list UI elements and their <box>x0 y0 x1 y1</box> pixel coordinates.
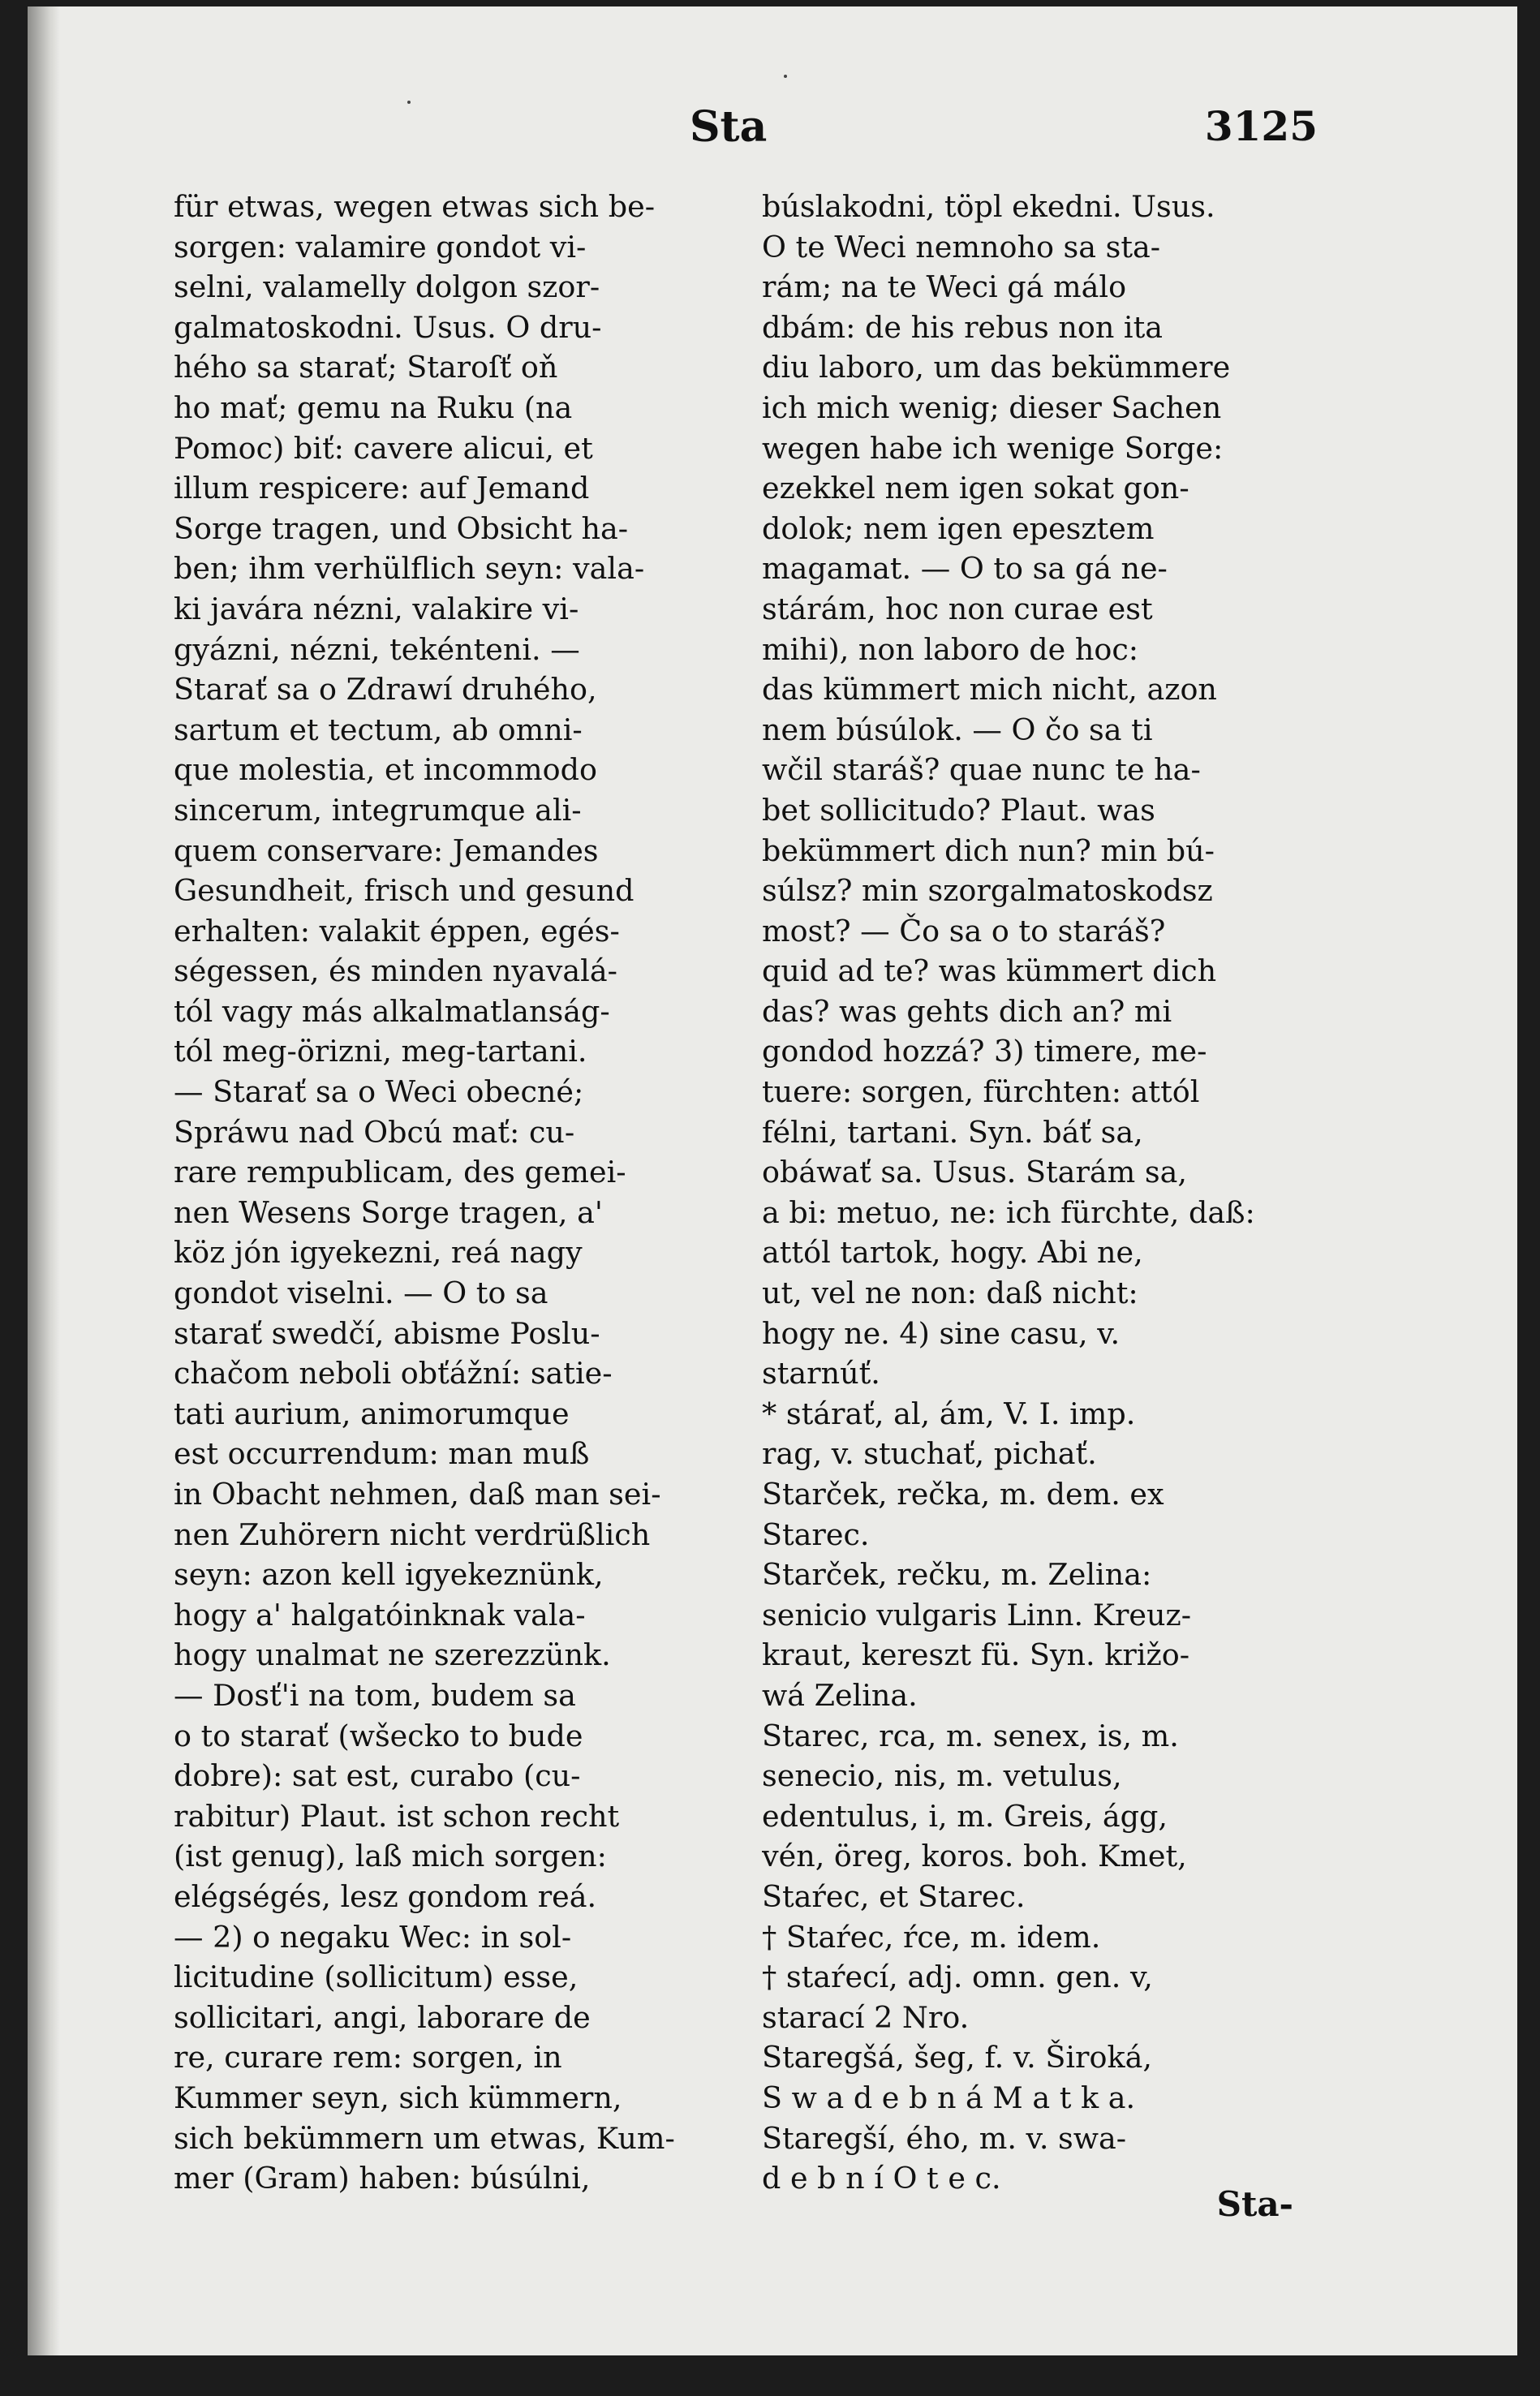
text-line: sorgen: valamire gondot vi- <box>174 229 587 265</box>
right-column <box>762 187 1306 2199</box>
text-line: galmatoskodni. Usus. O dru- <box>174 309 602 345</box>
text-line: vén, öreg, koros. boh. Kmet, <box>762 1839 1187 1874</box>
text-line: ben; ihm verhülflich seyn: vala- <box>174 551 645 587</box>
page-number: 3125 <box>1204 102 1318 150</box>
text-line: mihi), non laboro de hoc: <box>762 631 1139 667</box>
text-line: † Staŕec, ŕce, m. idem. <box>762 1919 1101 1955</box>
text-line: sartum et tectum, ab omni- <box>174 712 583 747</box>
text-line: tati aurium, animorumque <box>174 1396 570 1431</box>
text-line: ki javára nézni, valakire vi- <box>174 591 579 626</box>
text-line: sich bekümmern um etwas, Kum- <box>174 2120 675 2156</box>
text-line: rag, v. stuchať, pichať. <box>762 1436 1097 1472</box>
text-line: que molestia, et incommodo <box>174 752 597 788</box>
text-line: Starček, rečka, m. dem. ex <box>762 1477 1164 1512</box>
text-line: starnúť. <box>762 1356 880 1392</box>
text-line: stárám, hoc non curae est <box>762 591 1153 626</box>
text-line: (ist genug), laß mich sorgen: <box>174 1839 607 1874</box>
text-line: most? — Čo sa o to staráš? <box>762 913 1166 949</box>
text-line: tuere: sorgen, fürchten: attól <box>762 1074 1200 1110</box>
text-line: senicio vulgaris Linn. Kreuz- <box>762 1597 1192 1632</box>
text-line: o to starať (wšecko to bude <box>174 1718 583 1753</box>
text-line: ut, vel ne non: daß nicht: <box>762 1275 1138 1311</box>
text-line: licitudine (sollicitum) esse, <box>174 1959 579 1995</box>
text-line: Sorge tragen, und Obsicht ha- <box>174 510 629 546</box>
text-line: d e b n í O t e c. <box>762 2161 1001 2196</box>
text-line: ich mich wenig; dieser Sachen <box>762 389 1222 425</box>
text-line: illum respicere: auf Jemand <box>174 471 590 506</box>
text-line: starací 2 Nro. <box>762 1999 970 2035</box>
catchword: Sta- <box>1216 2184 1293 2224</box>
ink-speck <box>784 75 787 78</box>
text-line: — Dosť'i na tom, budem sa <box>174 1677 576 1713</box>
text-line: dbám: de his rebus non ita <box>762 309 1164 345</box>
left-column <box>174 187 717 2199</box>
running-head-title: Sta <box>690 102 768 152</box>
text-line: hého sa starať; Staroſť oň <box>174 350 558 385</box>
text-line: súlsz? min szorgalmatoskodsz <box>762 873 1213 909</box>
text-line: das? was gehts dich an? mi <box>762 993 1172 1029</box>
text-line: Starec. <box>762 1516 870 1552</box>
text-line: in Obacht nehmen, daß man sei- <box>174 1477 661 1512</box>
text-line: rare rempublicam, des gemei- <box>174 1155 626 1190</box>
text-line: bekümmert dich nun? min bú- <box>762 832 1215 868</box>
text-line: diu laboro, um das bekümmere <box>762 350 1231 385</box>
text-line: bet sollicitudo? Plaut. was <box>762 792 1155 828</box>
text-line: ho mať; gemu na Ruku (na <box>174 389 573 425</box>
text-line: † staŕecí, adj. omn. gen. v, <box>762 1959 1153 1995</box>
text-line: nen Zuhörern nicht verdrüßlich <box>174 1516 651 1552</box>
text-line: elégségés, lesz gondom reá. <box>174 1878 597 1914</box>
text-line: hogy unalmat ne szerezzünk. <box>174 1637 611 1673</box>
text-line: wegen habe ich wenige Sorge: <box>762 430 1224 466</box>
text-line: das kümmert mich nicht, azon <box>762 672 1217 708</box>
text-line: est occurrendum: man muß <box>174 1436 590 1472</box>
text-line: chačom neboli obťážní: satie- <box>174 1356 613 1392</box>
text-line: O te Weci nemnoho sa sta- <box>762 229 1161 265</box>
text-line: — Starať sa o Weci obecné; <box>174 1074 584 1110</box>
ink-speck <box>407 101 411 104</box>
text-line: quid ad te? was kümmert dich <box>762 953 1217 989</box>
text-line: attól tartok, hogy. Abi ne, <box>762 1235 1143 1271</box>
text-line: re, curare rem: sorgen, in <box>174 2040 562 2076</box>
text-line: ezekkel nem igen sokat gon- <box>762 471 1189 506</box>
text-line: erhalten: valakit éppen, egés- <box>174 913 620 949</box>
text-line: kraut, kereszt fü. Syn. križo- <box>762 1637 1190 1673</box>
page-spine-shadow <box>28 6 60 2355</box>
text-line: hogy ne. 4) sine casu, v. <box>762 1315 1121 1351</box>
text-line: nem búsúlok. — O čo sa ti <box>762 712 1153 747</box>
text-line: selni, valamelly dolgon szor- <box>174 269 600 305</box>
text-line: Staŕec, et Starec. <box>762 1878 1026 1914</box>
text-line: magamat. — O to sa gá ne- <box>762 551 1168 587</box>
text-line: obáwať sa. Usus. Starám sa, <box>762 1155 1187 1190</box>
text-line: dobre): sat est, curabo (cu- <box>174 1758 581 1794</box>
text-line: wčil staráš? quae nunc te ha- <box>762 752 1201 788</box>
text-line: Gesundheit, frisch und gesund <box>174 873 634 909</box>
text-line: senecio, nis, m. vetulus, <box>762 1758 1122 1794</box>
text-line: * stárať, al, ám, V. I. imp. <box>762 1396 1136 1431</box>
text-line: nen Wesens Sorge tragen, a' <box>174 1194 603 1230</box>
text-line: gondod hozzá? 3) timere, me- <box>762 1034 1207 1069</box>
text-line: Spráwu nad Obcú mať: cu- <box>174 1114 575 1150</box>
text-line: gyázni, nézni, tekénteni. — <box>174 631 580 667</box>
text-line: wá Zelina. <box>762 1677 918 1713</box>
text-line: starať swedčí, abisme Poslu- <box>174 1315 600 1351</box>
text-line: — 2) o negaku Wec: in sol- <box>174 1919 572 1955</box>
text-line: ségessen, és minden nyavalá- <box>174 953 617 989</box>
text-line: búslakodni, töpl ekedni. Usus. <box>762 189 1215 224</box>
text-line: Pomoc) biť: cavere alicui, et <box>174 430 593 466</box>
text-line: Staregšá, šeg, f. v. Široká, <box>762 2040 1152 2076</box>
text-line: tól meg-örizni, meg-tartani. <box>174 1034 587 1069</box>
text-line: edentulus, i, m. Greis, ágg, <box>762 1798 1168 1834</box>
text-line: rabitur) Plaut. ist schon recht <box>174 1798 620 1834</box>
text-line: gondot viselni. — O to sa <box>174 1275 548 1311</box>
text-line: mer (Gram) haben: búsúlni, <box>174 2161 591 2196</box>
text-line: tól vagy más alkalmatlanság- <box>174 993 610 1029</box>
text-line: rám; na te Weci gá málo <box>762 269 1127 305</box>
text-line: quem conservare: Jemandes <box>174 832 599 868</box>
text-line: für etwas, wegen etwas sich be- <box>174 189 656 224</box>
text-line: sollicitari, angi, laborare de <box>174 1999 591 2035</box>
text-line: S w a d e b n á M a t k a. <box>762 2080 1136 2115</box>
text-line: hogy a' halgatóinknak vala- <box>174 1597 586 1632</box>
text-line: seyn: azon kell igyekeznünk, <box>174 1557 604 1593</box>
text-line: Starec, rca, m. senex, is, m. <box>762 1718 1179 1753</box>
book-page <box>28 6 1517 2355</box>
running-head <box>28 102 1517 151</box>
text-line: félni, tartani. Syn. báť sa, <box>762 1114 1143 1150</box>
text-line: Kummer seyn, sich kümmern, <box>174 2080 622 2115</box>
text-line: sincerum, integrumque ali- <box>174 792 582 828</box>
text-line: Starať sa o Zdrawí druhého, <box>174 672 597 708</box>
text-line: a bi: metuo, ne: ich fürchte, daß: <box>762 1194 1255 1230</box>
text-line: Staregší, ého, m. v. swa- <box>762 2120 1127 2156</box>
text-line: köz jón igyekezni, reá nagy <box>174 1235 583 1271</box>
text-line: Starček, rečku, m. Zelina: <box>762 1557 1152 1593</box>
text-line: dolok; nem igen epesztem <box>762 510 1155 546</box>
